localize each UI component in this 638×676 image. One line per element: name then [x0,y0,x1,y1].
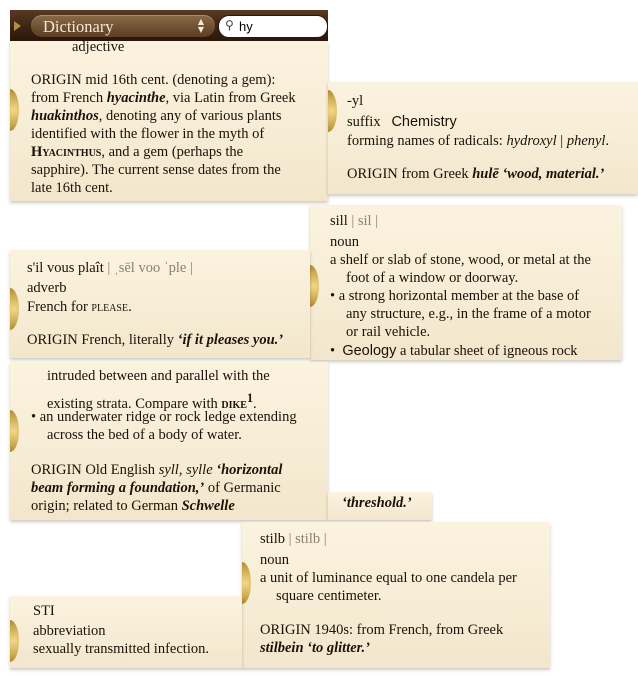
headword: -yl [347,93,364,109]
gloss: beam forming a foundation,’ [31,480,205,496]
panel-knob [328,90,337,132]
punct: . [252,395,257,412]
example: hydroxyl [506,133,557,149]
definition: sexually transmitted infection. [33,641,209,657]
sense: a tabular sheet of igneous rock [396,343,578,359]
entry-stilb-panel[interactable] [242,522,550,668]
panel-knob [310,265,319,307]
origin-text: from French [31,90,107,106]
pos-label: noun [330,234,359,250]
origin-text: late 16th cent. [31,180,113,196]
pronunciation: | stilb | [284,531,327,547]
punct: . [128,299,132,315]
panel-knob [10,410,19,452]
gloss: ‘wood, material.’ [498,166,605,182]
xref-link[interactable]: dike [221,395,247,412]
definition: a unit of luminance equal to one candela per [260,570,517,586]
search-input[interactable] [239,17,323,35]
panel-knob [242,562,251,604]
sense: any structure, e.g., in the frame of a motor [346,306,591,322]
search-icon: ⚲ [225,18,234,32]
bullet-icon: • [330,288,336,304]
pos-label: adjective [72,41,125,55]
source-label: Dictionary [43,17,114,36]
origin-text: sapphire). The current sense dates from the [31,162,281,178]
gloss: ‘to glitter.’ [303,640,370,656]
definition: square centimeter. [276,588,382,604]
etymon: hulē [472,166,499,182]
origin-text: identified with the flower in the myth of [31,126,265,142]
origin-line: ORIGIN mid 16th cent. (denoting a gem): [31,72,276,88]
pronunciation: | sil | [347,213,379,229]
origin-text: , denoting any of various plants [98,108,282,124]
headword: s'il vous plaît [27,260,104,276]
pos-label: abbreviation [33,623,106,639]
origin-text: ORIGIN French, literally [27,332,178,348]
panel-knob [10,288,19,330]
etymon: hyacinthe [106,90,166,106]
subject-label: Geology [342,343,397,359]
bullet-icon: • [330,343,336,359]
entry-sill-panel[interactable] [310,205,622,360]
etymon: stilbein [260,640,304,656]
origin-text: origin; related to German [31,498,182,514]
xref-link[interactable]: Hyacinthus [31,144,102,160]
definition: forming names of radicals: [347,133,507,149]
sense: across the bed of a body of water. [47,427,242,443]
sense: intruded between and parallel with the [47,368,270,384]
search-field[interactable] [218,15,328,38]
entry-sill-continued-panel[interactable] [10,362,328,520]
sense: foot of a window or doorway. [346,270,519,286]
entry-hyacinth-panel[interactable] [10,41,328,201]
pos-label: adverb [27,280,67,296]
dictionary-toolbar [10,10,328,43]
headword: STI [33,603,55,619]
origin-text: ORIGIN Old English [31,462,159,478]
entry-yl-panel[interactable] [328,82,638,194]
entry-silvousplait-panel[interactable] [10,250,310,358]
entry-sti-panel[interactable] [10,596,242,668]
chevron-updown-icon: ▲ ▼ [197,17,205,34]
punct: , [178,462,187,478]
dictionary-source-select[interactable] [31,15,215,37]
etymon: huakinthos [31,108,99,124]
pos-label: suffix [347,114,381,130]
entry-sill-fragment-panel[interactable] [328,492,432,520]
sense: a shelf or slab of stone, wood, or metal at the [330,252,591,268]
pos-label: noun [260,552,289,568]
subject-label: Chemistry [391,114,457,130]
origin-text: , via Latin from Greek [165,90,296,106]
origin-text: , and a gem (perhaps the [101,144,244,160]
etymon: syll [158,462,179,478]
gloss: ‘horizontal [212,462,283,478]
origin-text: ORIGIN from Greek [347,166,473,182]
homograph-number: 1 [246,391,253,405]
headword: stilb [260,531,285,547]
example: phenyl [566,133,606,149]
etymon: Schwelle [181,498,235,514]
pronunciation: | ˌsēl voo ˈple | [103,260,193,276]
origin-text: ORIGIN 1940s: from French, from Greek [260,622,504,638]
sense: a strong horizontal member at the base of [338,288,580,304]
punct: . [605,133,610,149]
panel-knob [10,89,19,131]
sense: existing strata. Compare with [47,395,222,412]
gloss: ‘if it pleases you.’ [177,332,284,348]
definition: French for [27,299,92,315]
separator: | [556,133,567,149]
panel-knob [10,620,19,662]
gloss: ‘threshold.’ [342,495,412,511]
etymon: sylle [186,462,213,478]
origin-text: of Germanic [204,480,281,496]
play-icon[interactable] [14,21,21,31]
sense: an underwater ridge or rock ledge extending [39,409,297,425]
xref-link[interactable]: please [91,299,129,315]
sense: or rail vehicle. [346,324,431,340]
headword: sill [330,213,348,229]
bullet-icon: • [31,409,37,425]
